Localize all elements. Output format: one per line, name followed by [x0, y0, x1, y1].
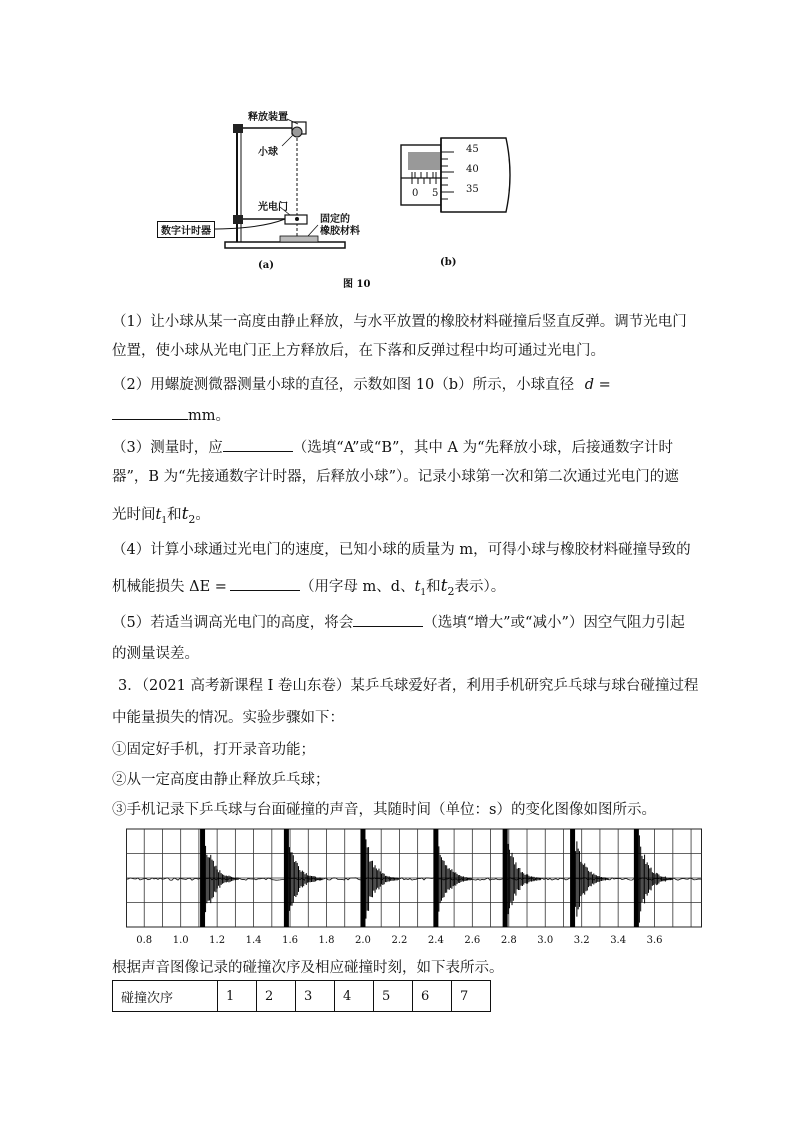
collision-spike: [634, 829, 639, 927]
x-tick-label: 1.8: [318, 935, 335, 946]
p4-t2: t: [440, 576, 448, 596]
p4-and: 和: [426, 579, 441, 595]
p2-line1: [112, 375, 611, 395]
table-cell-1: 1: [218, 981, 257, 1012]
p4-t1-sub: 1: [420, 587, 427, 598]
micrometer-thimble-45: 45: [466, 144, 479, 155]
collision-decay: [366, 839, 399, 918]
p3-t2: t: [181, 504, 189, 524]
p3-and: 和: [167, 507, 182, 523]
p4-t1: t: [414, 579, 421, 595]
p5-text-b: （选填“增大”或“减小”）因空气阻力引起: [423, 615, 685, 631]
q3-step3: ③手机记录下乒乓球与台面碰撞的声音，其随时间（单位：s）的变化图像如图所示。: [112, 802, 656, 818]
x-tick-label: 3.2: [573, 935, 590, 946]
sound-waveform-chart: [126, 827, 702, 947]
p3-text-a: （3）测量时，应: [112, 440, 223, 456]
micrometer-main-5: 5: [432, 188, 439, 199]
q3-line2: 中能量损失的情况。实验步骤如下：: [112, 710, 344, 726]
p3-text-c: 光时间: [112, 507, 156, 523]
label-fixed: 固定的: [320, 214, 350, 225]
p4-line1: （4）计算小球通过光电门的速度，已知小球的质量为 m，可得小球与橡胶材料碰撞导致的: [112, 542, 691, 558]
p4-answer-blank[interactable]: [230, 576, 300, 591]
table-row: [113, 981, 491, 1012]
p5-line2: 的测量误差。: [112, 646, 199, 662]
figure-10a-apparatus: [150, 105, 350, 275]
label-sub-a: (a): [258, 260, 274, 271]
p1-line1: （1）让小球从某一高度由静止释放，与水平放置的橡胶材料碰撞后竖直反弹。调节光电门: [112, 314, 687, 330]
chart-ticks: [136, 935, 662, 946]
p3-line1: [112, 437, 673, 458]
x-tick-label: 1.4: [245, 935, 262, 946]
table-cell-6: 6: [413, 981, 452, 1012]
table-cell-7: 7: [452, 981, 491, 1012]
x-tick-label: 1.0: [172, 935, 189, 946]
collision-table: [112, 980, 491, 1012]
figure-10b-micrometer: [396, 130, 521, 220]
p3-t2-sub: 2: [188, 512, 196, 526]
collision-spike: [200, 829, 205, 927]
x-tick-label: 0.8: [136, 935, 153, 946]
p5-line1: [112, 612, 685, 633]
p2-line2: [112, 405, 230, 426]
micrometer-thimble-35: 35: [466, 184, 479, 195]
x-tick-label: 1.2: [209, 935, 226, 946]
micrometer-thimble-40: 40: [466, 164, 479, 175]
figure-caption: 图 10: [343, 279, 371, 290]
p5-text-a: （5）若适当调高光电门的高度，将会: [112, 615, 354, 631]
collision-burst-1: [200, 829, 238, 927]
label-ball: 小球: [258, 147, 278, 158]
label-release-device: 释放装置: [248, 112, 288, 123]
p1-line2: 位置，使小球从光电门正上方释放后，在下落和反弹过程中均可通过光电门。: [112, 343, 605, 359]
x-tick-label: 2.4: [427, 935, 444, 946]
x-tick-label: 3.4: [610, 935, 627, 946]
p4-line2: [112, 576, 505, 603]
p3-t1-sub: 1: [161, 515, 168, 526]
collision-burst-7: [634, 829, 672, 927]
p2-text: （2）用螺旋测微器测量小球的直径，示数如图 10（b）所示，小球直径: [112, 377, 575, 393]
micrometer-main-0: 0: [412, 188, 419, 199]
table-cell-2: 2: [257, 981, 296, 1012]
x-tick-label: 2.0: [355, 935, 371, 946]
p2-answer-blank[interactable]: [112, 405, 188, 420]
table-cell-4: 4: [335, 981, 374, 1012]
p3-answer-blank[interactable]: [223, 437, 293, 452]
table-cell-3: 3: [296, 981, 335, 1012]
q3-line1: 3．（2021 高考新课程 I 卷山东卷）某乒乓球爱好者，利用手机研究乒乓球与球台碰撞过程: [118, 678, 699, 694]
p4-end: 表示）。: [454, 579, 506, 595]
after-chart-text: 根据声音图像记录的碰撞次序及相应碰撞时刻，如下表所示。: [112, 960, 504, 976]
p2-unit: mm。: [188, 408, 230, 424]
label-digital-timer: 数字计时器: [157, 221, 215, 238]
p3-text-b: （选填“A”或“B”，其中 A 为“先释放小球，后接通数字计时: [292, 440, 673, 456]
x-tick-label: 2.2: [391, 935, 408, 946]
collision-spike: [570, 829, 575, 927]
collision-spike: [360, 829, 365, 927]
x-tick-label: 2.6: [464, 935, 481, 946]
label-photogate: 光电门: [258, 202, 288, 213]
label-rubber: 橡胶材料: [320, 226, 360, 237]
p2-var-d: d =: [584, 377, 611, 393]
p4-t2-sub: 2: [447, 584, 455, 598]
x-tick-label: 3.6: [646, 935, 663, 946]
p5-answer-blank[interactable]: [353, 612, 423, 627]
collision-spike: [433, 829, 438, 927]
p3-line2: 器”，B 为“先接通数字计时器，后释放小球”）。记录小球第一次和第二次通过光电门的遮: [112, 469, 679, 485]
p3-line3: [112, 504, 210, 531]
collision-decay: [508, 844, 541, 914]
collision-spike: [284, 829, 289, 927]
q3-step2: ②从一定高度由静止释放乒乓球；: [112, 772, 330, 788]
p3-t1: t: [155, 507, 162, 523]
x-tick-label: 3.0: [537, 935, 554, 946]
table-header-cell: 碰撞次序: [113, 981, 218, 1012]
p4-text-a: 机械能损失 ΔE =: [112, 579, 227, 595]
q3-step1: ①固定好手机，打开录音功能；: [112, 742, 315, 758]
table-cell-5: 5: [374, 981, 413, 1012]
x-tick-label: 2.8: [500, 935, 517, 946]
label-sub-b: (b): [440, 257, 457, 268]
p3-end: 。: [195, 507, 210, 523]
collision-spike: [503, 829, 508, 927]
collision-decay: [639, 835, 672, 922]
p4-text-b: （用字母 m、d、: [299, 579, 415, 595]
collision-decay: [289, 847, 322, 911]
collision-burst-6: [570, 829, 608, 927]
x-tick-label: 1.6: [282, 935, 299, 946]
